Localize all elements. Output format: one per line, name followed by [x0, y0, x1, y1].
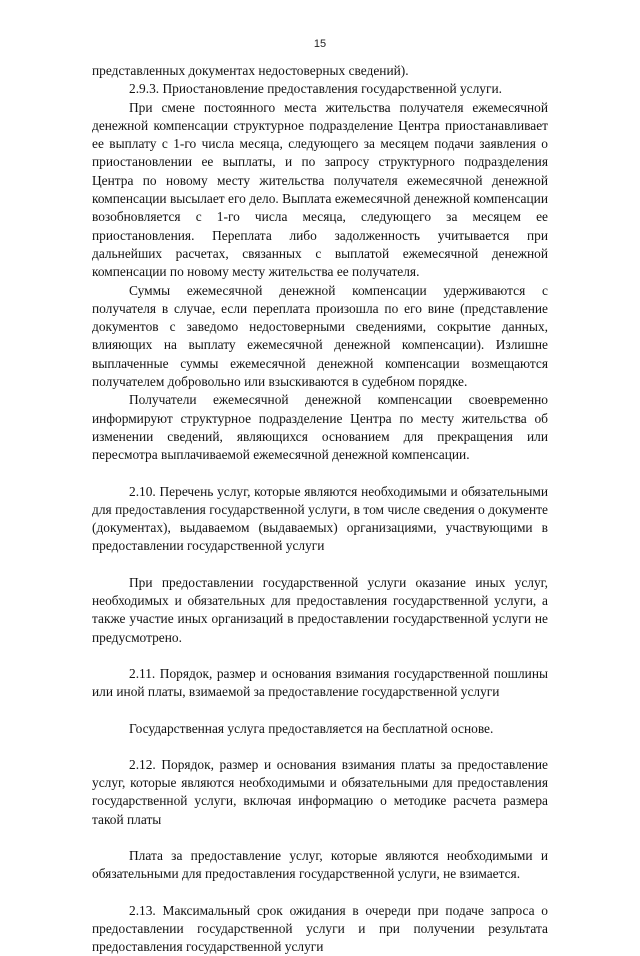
- section-heading-2-9-3: 2.9.3. Приостановление предоставления государственной услуги.: [129, 81, 502, 97]
- section-heading-2-11: 2.11. Порядок, размер и основания взимания государственной пошлины или иной платы, взимаемой за предоставление государственной услуги: [92, 665, 548, 700]
- paragraph-no-other-services: При предоставлении государственной услуги оказание иных услуг, необходимых и обязательных для предоставления государственной услуги, а также участие иных организаций в предоставлении государственной услуги не предусмотрено.: [92, 574, 548, 645]
- paragraph-no-fee: Плата за предоставление услуг, которые являются необходимыми и обязательными для предоставления государственной услуги, не взимается.: [92, 847, 548, 882]
- section-heading-2-12: 2.12. Порядок, размер и основания взимания платы за предоставление услуг, которые являются необходимыми и обязательными для предоставления государственной услуги, включая информацию о методике расчета размера такой платы: [92, 756, 548, 827]
- paragraph-free-of-charge: Государственная услуга предоставляется на бесплатной основе.: [129, 720, 494, 736]
- section-heading-2-13: 2.13. Максимальный срок ожидания в очереди при подаче запроса о предоставлении государственной услуги и при получении результата предоставления государственной услуги: [92, 902, 548, 955]
- document-body: [92, 62, 548, 956]
- paragraph-overpayment-recovery: Суммы ежемесячной денежной компенсации удерживаются с получателя в случае, если переплата произошла по его вине (представление документов с заведомо недостоверными сведениями, сокрытие данных, влияющих на выплату ежемесячной денежной компенсации). Излишне выплаченные суммы ежемесячной денежной компенсации возмещаются получателем добровольно или взыскиваются в судебном порядке.: [92, 282, 548, 390]
- paragraph-suspension-relocation: При смене постоянного места жительства получателя ежемесячной денежной компенсации структурное подразделение Центра приостанавливает ее выплату с 1-го числа месяца, следующего за месяцем подачи заявления о приостановлении ее выплаты, и по запросу структурного подразделения Центра по новому месту жительства получателя ежемесячной денежной компенсации высылает его дело. Выплата ежемесячной денежной компенсации возобновляется с 1-го числа месяца, следующего за месяцем ее приостановления. Переплата либо задолженность учитывается при дальнейших расчетах, связанных с выплатой ежемесячной денежной компенсации по новому месту жительства ее получателя.: [92, 99, 548, 280]
- section-heading-2-10: 2.10. Перечень услуг, которые являются необходимыми и обязательными для предоставления государственной услуги, в том числе сведения о документе (документах), выдаваемом (выдаваемых) организациями, участвующими в предоставлении государственной услуги: [92, 483, 548, 554]
- paragraph-recipient-notification: Получатели ежемесячной денежной компенсации своевременно информируют структурное подразделение Центра по месту жительства об изменении сведений, являющихся основанием для прекращения или пересмотра выплачиваемой ежемесячной денежной компенсации.: [92, 392, 548, 463]
- page-number: 15: [313, 38, 327, 50]
- paragraph-continuation: представленных документах недостоверных сведений).: [92, 63, 409, 78]
